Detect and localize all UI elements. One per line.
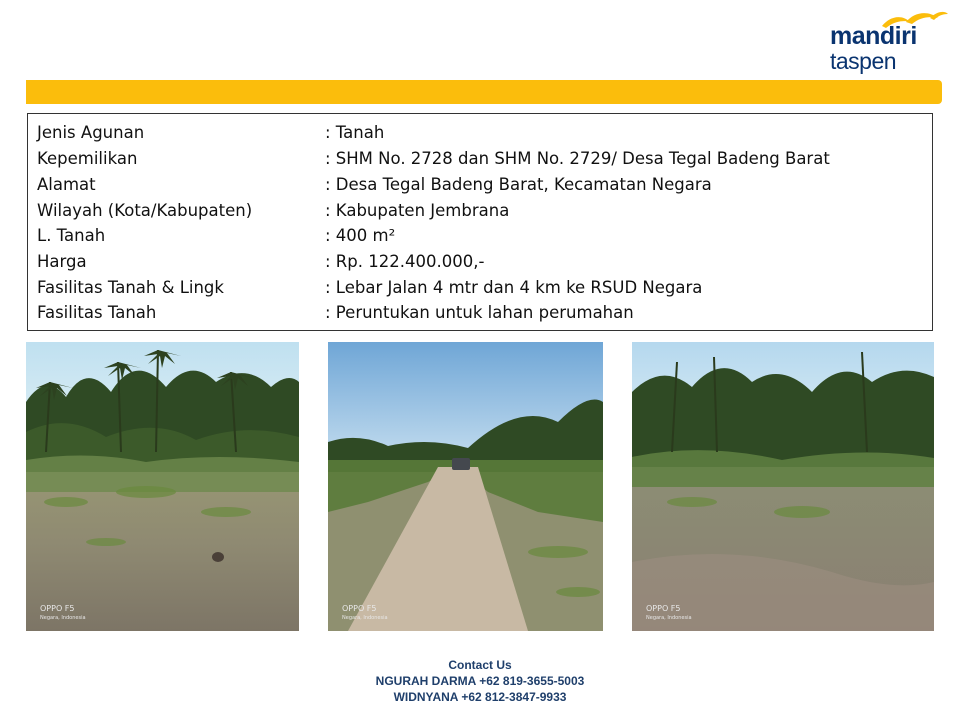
photo-location: Negara, Indonesia <box>646 615 692 621</box>
photo-watermark: OPPO F5 <box>40 604 75 613</box>
info-label: Alamat <box>37 175 96 194</box>
land-photo-1 <box>26 342 299 631</box>
contact-line-ngurah-darma: NGURAH DARMA +62 819-3655-5003 <box>375 674 585 688</box>
logo-text-mandiri: mandiri <box>830 22 917 50</box>
info-label: Wilayah (Kota/Kabupaten) <box>37 201 253 220</box>
land-photo-3 <box>632 342 934 631</box>
info-value: : Kabupaten Jembrana <box>325 201 510 220</box>
collateral-info-table <box>27 113 933 331</box>
land-photo-2-image <box>328 342 603 631</box>
info-value: : Tanah <box>325 123 385 142</box>
info-value: : SHM No. 2728 dan SHM No. 2729/ Desa Tegal Badeng Barat <box>325 149 830 168</box>
land-photo-1-image <box>26 342 299 631</box>
info-label: Fasilitas Tanah <box>37 303 157 322</box>
info-label: Jenis Agunan <box>37 123 145 142</box>
info-label: Kepemilikan <box>37 149 138 168</box>
photo-watermark: OPPO F5 <box>342 604 377 613</box>
info-value: : 400 m² <box>325 226 396 245</box>
contact-title: Contact Us <box>448 658 512 672</box>
photo-location: Negara, Indonesia <box>40 615 86 621</box>
info-value: : Rp. 122.400.000,- <box>325 252 485 271</box>
land-photo-2 <box>328 342 603 631</box>
logo-text-taspen: taspen <box>830 48 897 74</box>
photo-location: Negara, Indonesia <box>342 615 388 621</box>
info-value: : Lebar Jalan 4 mtr dan 4 km ke RSUD Negara <box>325 278 703 297</box>
contact-line-widnyana: WIDNYANA +62 812-3847-9933 <box>393 690 567 704</box>
land-photo-3-image <box>632 342 934 631</box>
header-accent-bar <box>26 80 942 104</box>
info-label: Harga <box>37 252 87 271</box>
info-label: L. Tanah <box>37 226 106 245</box>
info-value: : Peruntukan untuk lahan perumahan <box>325 303 634 322</box>
info-value: : Desa Tegal Badeng Barat, Kecamatan Negara <box>325 175 712 194</box>
mandiri-taspen-logo <box>826 8 950 74</box>
info-label: Fasilitas Tanah & Lingk <box>37 278 224 297</box>
photo-watermark: OPPO F5 <box>646 604 681 613</box>
